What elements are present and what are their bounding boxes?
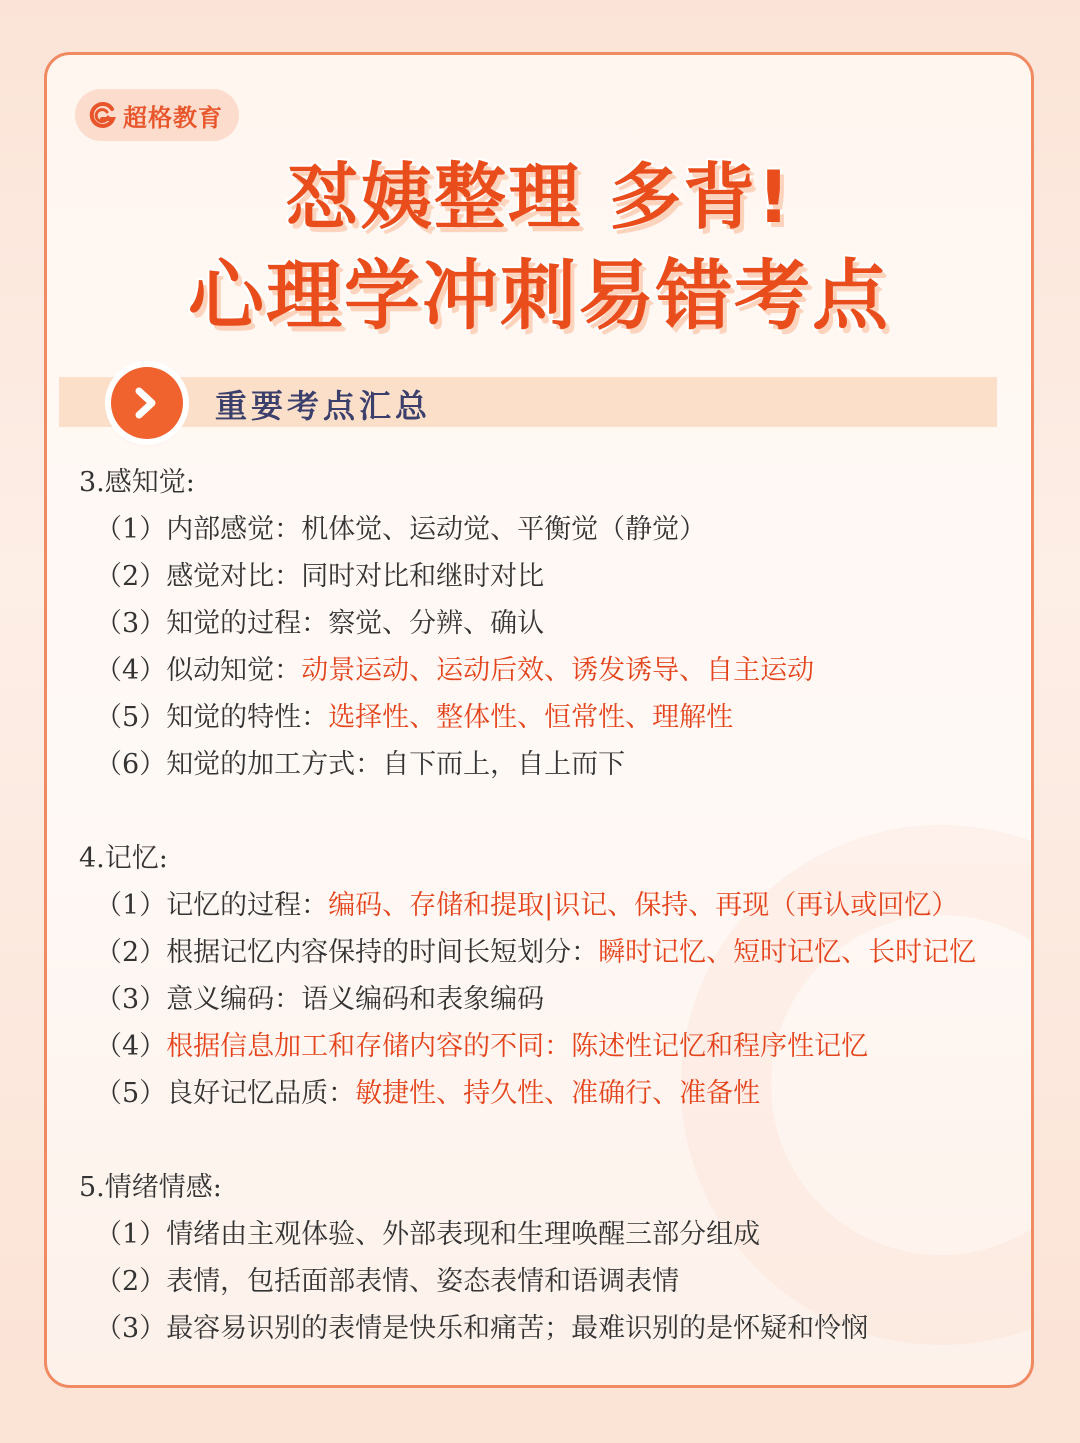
item-number: （1） [95,514,167,545]
group-spacer [79,788,1009,835]
list-item [79,647,1009,694]
list-item [79,741,1009,788]
list-item [79,506,1009,553]
item-label: 意义编码： [166,984,302,1015]
list-item [79,1258,1009,1305]
item-number: （4） [95,655,167,686]
item-label: 良好记忆品质： [166,1078,356,1109]
section-title: 重要考点汇总 [215,387,432,425]
group-heading: 5.情绪情感: [79,1172,222,1203]
item-label: 知觉的加工方式： [166,749,383,780]
item-label: 感觉对比： [166,561,302,592]
item-label: 情绪由主观体验、外部表现和生理唤醒三部分组成 [166,1219,761,1250]
item-label: 根据记忆内容保持的时间长短划分： [166,937,599,968]
item-number: （2） [95,1266,167,1297]
section-badge [111,367,183,439]
item-text: 自下而上，自上而下 [382,749,626,780]
item-label: 最容易识别的表情是快乐和痛苦；最难识别的是怀疑和怜悯 [166,1313,869,1344]
list-item [79,1023,1009,1070]
list-item [79,694,1009,741]
list-item [79,1211,1009,1258]
item-label: 似动知觉： [166,655,302,686]
section-header-bar [59,377,997,427]
group-spacer [79,1117,1009,1164]
list-item [79,882,1009,929]
group-heading: 4.记忆: [79,843,168,874]
brand-name: 超格教育 [123,103,223,132]
page-title-line2: 心理学冲刺易错考点 [188,251,890,340]
list-item [79,1070,1009,1117]
list-item [79,929,1009,976]
item-number: （5） [95,702,167,733]
item-highlight: 动景运动、运动后效、诱发诱导、自主运动 [301,655,815,686]
list-item [79,976,1009,1023]
chevron-right-icon [130,386,164,420]
item-number: （1） [95,1219,167,1250]
item-text: 同时对比和继时对比 [301,561,545,592]
item-label-highlight: 根据信息加工和存储内容的不同： [166,1031,572,1062]
item-highlight: 选择性、整体性、恒常性、理解性 [328,702,734,733]
list-item [79,1305,1009,1352]
item-number: （3） [95,608,167,639]
item-number: （2） [95,937,167,968]
item-label: 记忆的过程： [166,890,329,921]
item-number: （3） [95,1313,167,1344]
item-highlight: 瞬时记忆、短时记忆、长时记忆 [598,937,977,968]
item-number: （1） [95,890,167,921]
item-text: 语义编码和表象编码 [301,984,545,1015]
item-number: （6） [95,749,167,780]
item-label: 知觉的过程： [166,608,329,639]
brand-logo [75,89,239,141]
list-item [79,553,1009,600]
item-text: 机体觉、运动觉、平衡觉（静觉） [301,514,707,545]
item-label: 知觉的特性： [166,702,329,733]
item-highlight: 敏捷性、持久性、准确行、准备性 [355,1078,761,1109]
item-number: （2） [95,561,167,592]
page-title-line1: 怼姨整理 多背! [286,155,792,239]
list-item [79,600,1009,647]
brand-g-icon [87,100,117,130]
group-heading: 3.感知觉: [79,467,195,498]
item-highlight: 编码、存储和提取|识记、保持、再现（再认或回忆） [328,890,959,921]
content-card [44,52,1034,1388]
item-label: 内部感觉： [166,514,302,545]
knowledge-list [79,459,1009,1352]
item-text: 察觉、分辨、确认 [328,608,545,639]
item-highlight: 陈述性记忆和程序性记忆 [571,1031,869,1062]
item-number: （3） [95,984,167,1015]
item-number: （4） [95,1031,167,1062]
item-number: （5） [95,1078,167,1109]
item-label: 表情，包括面部表情、姿态表情和语调表情 [166,1266,680,1297]
